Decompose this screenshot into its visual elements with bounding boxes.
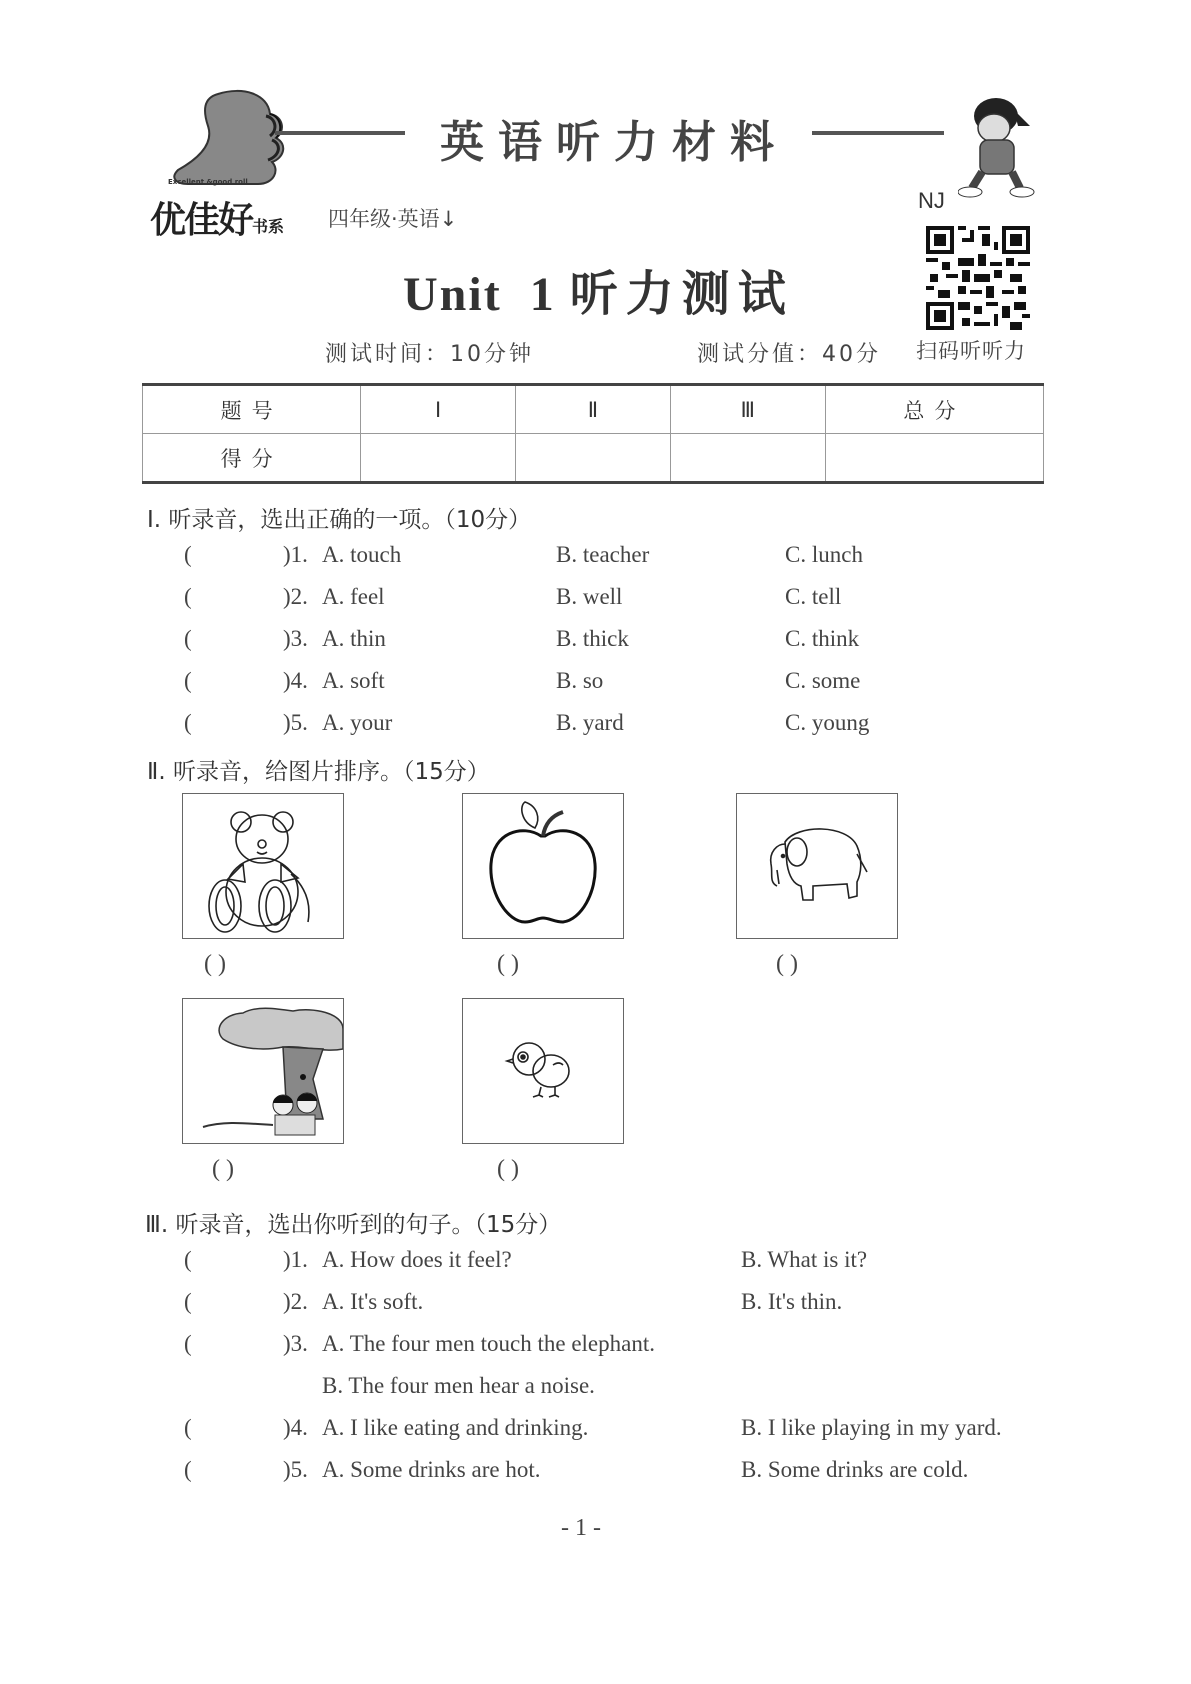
option-c: C. some bbox=[785, 668, 861, 693]
question-number: )5. bbox=[283, 1457, 308, 1482]
section-3-question-5 bbox=[0, 1457, 1191, 1499]
answer-blank-open[interactable]: ( bbox=[184, 1415, 192, 1440]
score-row-label: 得分 bbox=[143, 434, 361, 483]
teddy-bear-icon bbox=[183, 794, 343, 938]
option-b: B. I like playing in my yard. bbox=[741, 1415, 1002, 1440]
question-number: )1. bbox=[283, 1247, 308, 1272]
logo-brand bbox=[150, 192, 284, 243]
question-number: )5. bbox=[283, 710, 308, 735]
picture-5-answer-blank[interactable]: ( ) bbox=[497, 1156, 519, 1182]
section-1-question-1 bbox=[0, 542, 1191, 584]
option-c: C. young bbox=[785, 710, 870, 735]
section-1-heading: Ⅰ. 听录音，选出正确的一项。（10分） bbox=[147, 507, 532, 533]
section-3-question-1 bbox=[0, 1247, 1191, 1289]
option-a: A. Some drinks are hot. bbox=[322, 1457, 541, 1482]
option-b: B. thick bbox=[556, 626, 629, 651]
option-b: B. The four men hear a noise. bbox=[322, 1373, 595, 1398]
option-a: A. How does it feel? bbox=[322, 1247, 512, 1272]
option-b: B. Some drinks are cold. bbox=[741, 1457, 969, 1482]
option-b: B. teacher bbox=[556, 542, 650, 567]
option-c: C. lunch bbox=[785, 542, 863, 567]
score-header-part-2: Ⅱ bbox=[515, 385, 670, 434]
answer-blank-open[interactable]: ( bbox=[184, 542, 192, 567]
page-number: - 1 - bbox=[561, 1515, 601, 1541]
answer-blank-open[interactable]: ( bbox=[184, 668, 192, 693]
section-1-question-2 bbox=[0, 584, 1191, 626]
score-header-total: 总分 bbox=[825, 385, 1043, 434]
picture-1-answer-blank[interactable]: ( ) bbox=[204, 951, 226, 977]
answer-blank-open[interactable]: ( bbox=[184, 1247, 192, 1272]
score-cell-part-3[interactable] bbox=[670, 434, 825, 483]
section-1-question-4 bbox=[0, 668, 1191, 710]
score-cell-total[interactable] bbox=[825, 434, 1043, 483]
answer-blank-open[interactable]: ( bbox=[184, 626, 192, 651]
elephant-icon bbox=[737, 794, 897, 938]
picture-tree-with-children bbox=[182, 998, 344, 1144]
picture-3-answer-blank[interactable]: ( ) bbox=[776, 951, 798, 977]
banner-rule-right bbox=[812, 131, 944, 135]
title-test-name: 听力测试 bbox=[569, 266, 794, 322]
logo-brand-text: 优佳好 bbox=[150, 200, 253, 241]
picture-elephant bbox=[736, 793, 898, 939]
section-3-question-4 bbox=[0, 1415, 1191, 1457]
banner-rule-left bbox=[275, 131, 405, 135]
page-title bbox=[403, 255, 794, 324]
question-number: )2. bbox=[283, 1289, 308, 1314]
tree-children-reading-icon bbox=[183, 999, 343, 1143]
question-number: )2. bbox=[283, 584, 308, 609]
qr-code-icon[interactable] bbox=[926, 226, 1030, 330]
qr-caption: 扫码听听力 bbox=[916, 339, 1026, 363]
section-1-question-3 bbox=[0, 626, 1191, 668]
picture-4-answer-blank[interactable]: ( ) bbox=[212, 1156, 234, 1182]
option-b: B. yard bbox=[556, 710, 624, 735]
section-3-question-2 bbox=[0, 1289, 1191, 1331]
question-number: )4. bbox=[283, 1415, 308, 1440]
section-2-heading: Ⅱ. 听录音，给图片排序。（15分） bbox=[147, 759, 490, 785]
option-b: B. so bbox=[556, 668, 604, 693]
picture-apple bbox=[462, 793, 624, 939]
picture-teddy-bear bbox=[182, 793, 344, 939]
option-b: B. well bbox=[556, 584, 623, 609]
option-b: B. It's thin. bbox=[741, 1289, 843, 1314]
answer-blank-open[interactable]: ( bbox=[184, 710, 192, 735]
banner-title: 英语听力材料 bbox=[440, 117, 788, 168]
score-cell-part-2[interactable] bbox=[515, 434, 670, 483]
score-table-score-row bbox=[143, 434, 1044, 483]
option-a: A. feel bbox=[322, 584, 385, 609]
edition-label: NJ bbox=[918, 188, 945, 213]
grade-label: 四年级·英语↓ bbox=[328, 207, 458, 231]
option-a: A. The four men touch the elephant. bbox=[322, 1331, 655, 1356]
score-header-question-no: 题号 bbox=[143, 385, 361, 434]
option-c: C. think bbox=[785, 626, 860, 651]
score-table bbox=[142, 383, 1044, 484]
logo-tagline: Excellent &good roll bbox=[168, 178, 248, 186]
score-header-part-1: Ⅰ bbox=[361, 385, 516, 434]
test-score: 测试分值：40分 bbox=[697, 342, 881, 367]
question-number: )3. bbox=[283, 1331, 308, 1356]
score-header-part-3: Ⅲ bbox=[670, 385, 825, 434]
option-a: A. thin bbox=[322, 626, 386, 651]
title-unit-number: 1 bbox=[529, 268, 556, 321]
cartoon-boy-mascot-icon bbox=[958, 92, 1038, 200]
section-1-question-5 bbox=[0, 710, 1191, 752]
option-a: A. touch bbox=[322, 542, 402, 567]
option-a: A. I like eating and drinking. bbox=[322, 1415, 589, 1440]
apple-icon bbox=[463, 794, 623, 938]
option-a: A. It's soft. bbox=[322, 1289, 424, 1314]
answer-blank-open[interactable]: ( bbox=[184, 584, 192, 609]
section-3-heading: Ⅲ. 听录音，选出你听到的句子。（15分） bbox=[145, 1212, 562, 1238]
answer-blank-open[interactable]: ( bbox=[184, 1289, 192, 1314]
option-a: A. your bbox=[322, 710, 393, 735]
score-table-header-row bbox=[143, 385, 1044, 434]
question-number: )1. bbox=[283, 542, 308, 567]
option-c: C. tell bbox=[785, 584, 842, 609]
test-time: 测试时间：10分钟 bbox=[325, 342, 534, 367]
section-3-question-3 bbox=[0, 1331, 1191, 1398]
title-unit: Unit bbox=[403, 268, 502, 321]
logo-brand-suffix: 书系 bbox=[252, 217, 285, 236]
question-number: )3. bbox=[283, 626, 308, 651]
score-cell-part-1[interactable] bbox=[361, 434, 516, 483]
chick-icon bbox=[463, 999, 623, 1143]
question-number: )4. bbox=[283, 668, 308, 693]
option-a: A. soft bbox=[322, 668, 385, 693]
answer-blank-open[interactable]: ( bbox=[184, 1331, 192, 1356]
answer-blank-open[interactable]: ( bbox=[184, 1457, 192, 1482]
picture-chick bbox=[462, 998, 624, 1144]
option-b: B. What is it? bbox=[741, 1247, 868, 1272]
picture-2-answer-blank[interactable]: ( ) bbox=[497, 951, 519, 977]
